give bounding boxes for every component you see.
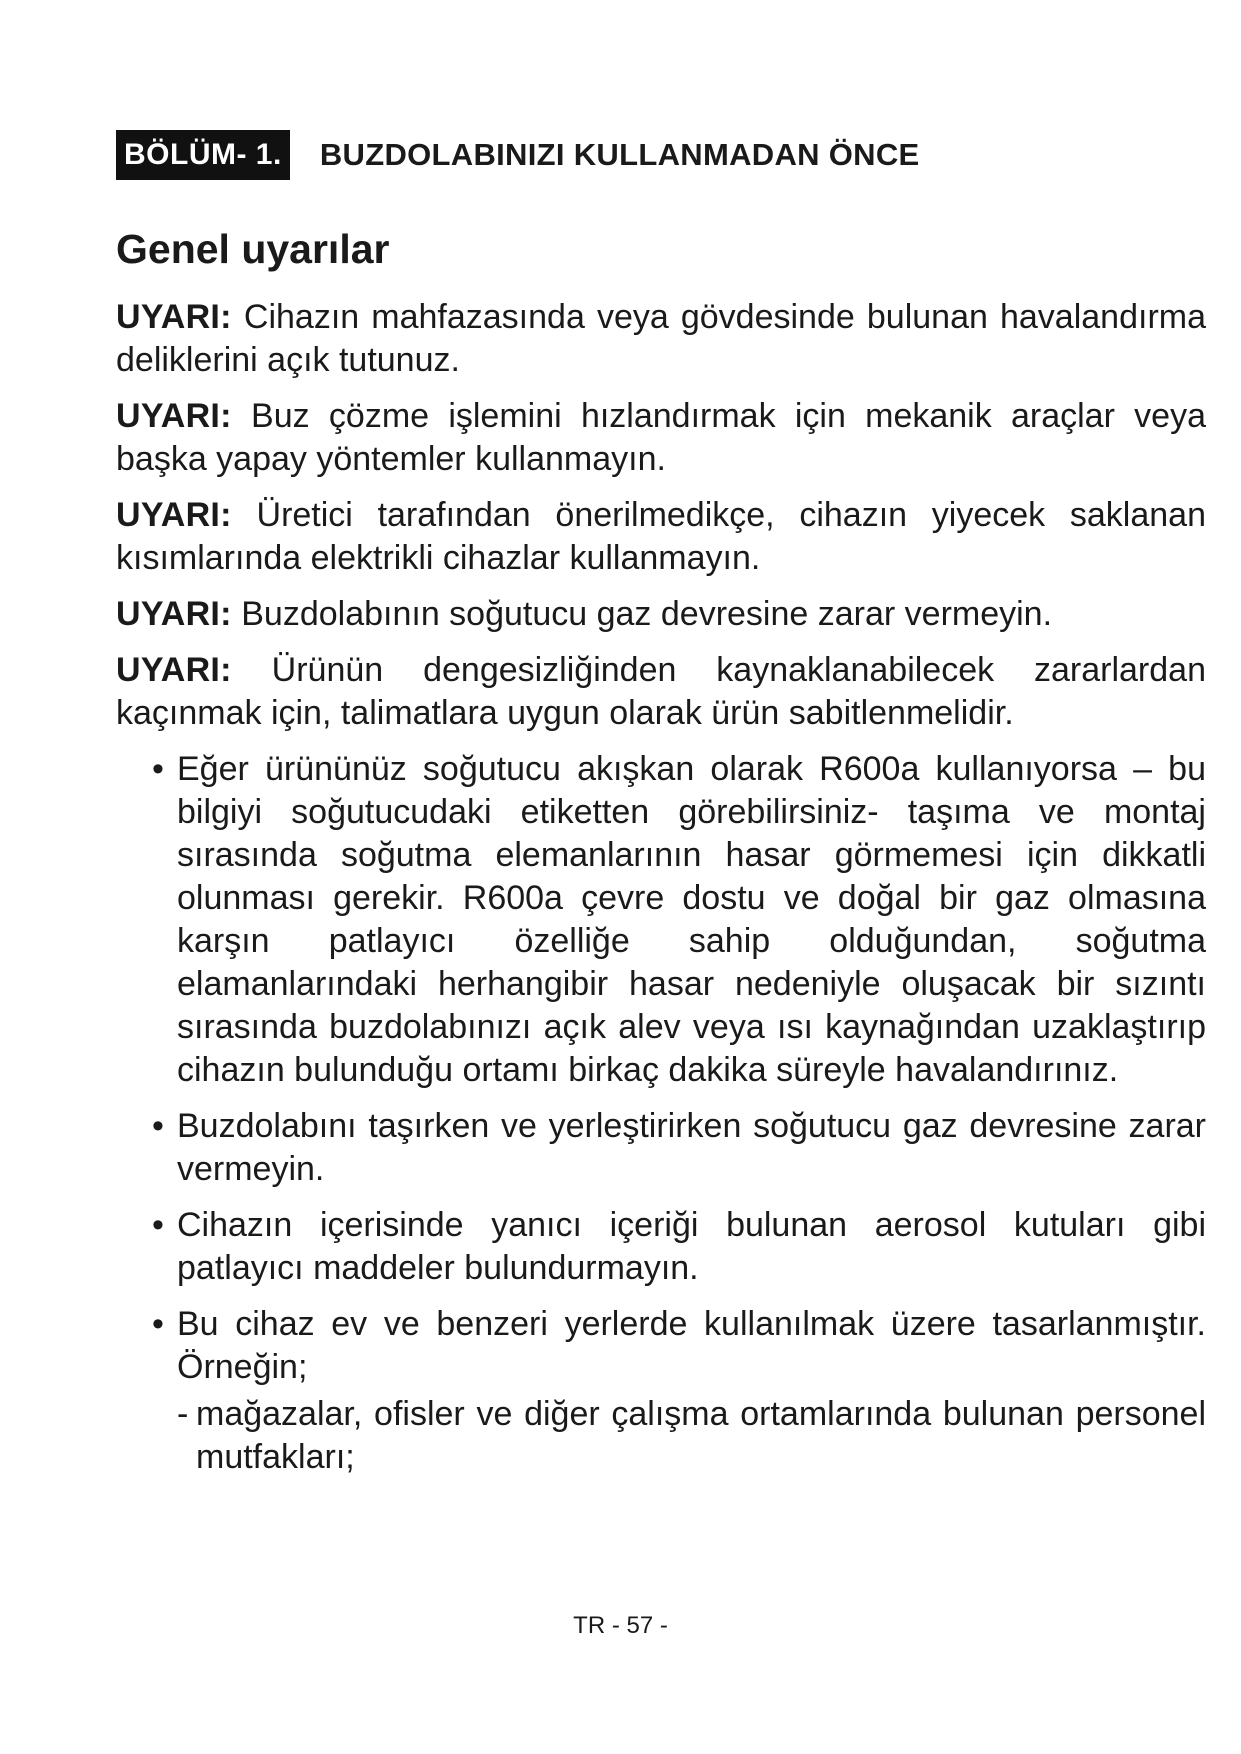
warning-paragraph [116, 593, 1206, 636]
bullet-text: Eğer ürününüz soğutucu akışkan olarak R600a kullanıyorsa – bu bilgiyi soğutucudaki etiketten görebilirsiniz- taşıma ve montaj sırasında soğutma elemanlarının hasar görmemesi için dikkatli olunması gerekir. R600a çevre dostu ve doğal bir gaz olmasına karşın patlayıcı özelliğe sahip olduğundan, soğutma elamanlarındaki herhangibir hasar nedeniyle oluşacak bir sızıntı sırasında buzdolabınızı açık alev veya ısı kaynağından uzaklaştırıp cihazın bulunduğu ortamı birkaç dakika süreyle havalandırınız. [177, 750, 1206, 1089]
bullet-marker: • [152, 750, 164, 788]
warning-label: UYARI: [116, 496, 232, 534]
warning-text: Buz çözme işlemini hızlandırmak için mekanik araçlar veya başka yapay yöntemler kullanmayın. [116, 397, 1206, 478]
warning-paragraph [116, 395, 1206, 481]
warning-text: Ürünün dengesizliğinden kaynaklanabilecek zararlardan kaçınmak için, talimatlara uygun olarak ürün sabitlenmelidir. [116, 651, 1206, 732]
bullet-marker: • [152, 1107, 164, 1145]
warning-text: Üretici tarafından önerilmedikçe, cihazın yiyecek saklanan kısımlarında elektrikli cihazlar kullanmayın. [116, 496, 1206, 577]
section-label: BÖLÜM- 1. [116, 130, 290, 180]
bullet-text: Buzdolabını taşırken ve yerleştirirken soğutucu gaz devresine zarar vermeyin. [177, 1107, 1206, 1188]
warning-paragraph [116, 296, 1206, 382]
warning-text: Buzdolabının soğutucu gaz devresine zarar vermeyin. [231, 595, 1053, 633]
warning-label: UYARI: [116, 397, 232, 435]
bullet-text: Cihazın içerisinde yanıcı içeriği bulunan aerosol kutuları gibi patlayıcı maddeler bulundurmayın. [177, 1206, 1206, 1287]
sub-list-item [177, 1393, 1206, 1479]
page-number: TR - 57 - [573, 1612, 668, 1639]
section-title: BUZDOLABINIZI KULLANMADAN ÖNCE [319, 137, 920, 172]
bullet-item [116, 748, 1206, 1092]
bullet-marker: • [152, 1206, 164, 1244]
section-header [116, 130, 1206, 180]
warning-label: UYARI: [116, 298, 232, 336]
page-heading: Genel uyarılar [116, 226, 390, 272]
bullet-text: Bu cihaz ev ve benzeri yerlerde kullanılmak üzere tasarlanmıştır. Örneğin; [177, 1305, 1206, 1386]
bullet-item [116, 1303, 1206, 1479]
sub-list-text: mağazalar, ofisler ve diğer çalışma ortamlarında bulunan personel mutfakları; [196, 1395, 1206, 1476]
warning-paragraph [116, 649, 1206, 735]
bullet-item [116, 1105, 1206, 1191]
bullet-marker: • [152, 1305, 164, 1343]
bullet-list [116, 748, 1206, 1479]
document-page [116, 130, 1206, 1492]
bullet-item [116, 1204, 1206, 1290]
sub-list-marker: - [177, 1395, 189, 1433]
warning-label: UYARI: [116, 651, 232, 689]
warning-paragraph [116, 494, 1206, 580]
warning-text: Cihazın mahfazasında veya gövdesinde bulunan havalandırma deliklerini açık tutunuz. [116, 298, 1206, 379]
warning-label: UYARI: [116, 595, 232, 633]
